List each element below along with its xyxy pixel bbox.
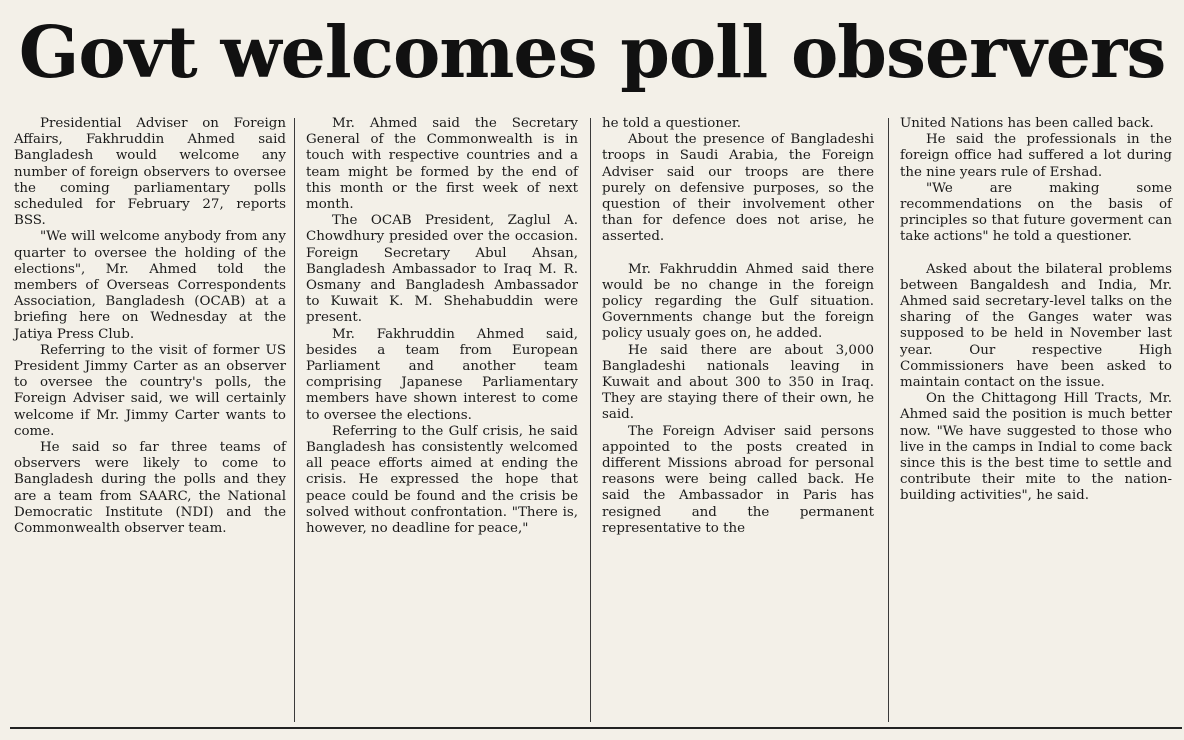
paragraph: He said so far three teams of observers were likely to come to Bangladesh during the polls and they are a team from SAARC, the National Democratic Institute (NDI) and the Commonwealth observer team. <box>14 440 286 537</box>
paragraph: he told a questioner. <box>602 116 742 131</box>
paragraph: The OCAB President, Zaglul A. Chowdhury presided over the occasion. Foreign Secretary Abul Ahsan, Bangladesh Ambassador to Iraq M. R. Osmany and Bangladesh Ambassador to Kuwait K. M. Shehabuddin were present. <box>306 213 578 326</box>
paragraph: The Foreign Adviser said persons appointed to the posts created in different Missions abroad for personal reasons were being called back. He said the Ambassador in Paris has resigned and the permanent representative to the <box>602 423 874 536</box>
paragraph: Referring to the Gulf crisis, he said Bangladesh has consistently welcomed all peace efforts aimed at ending the crisis. He expressed the hope that peace could be found and the crisis be solved without confrontation. "There is, however, no deadline for peace," <box>306 423 578 537</box>
article-column-4 <box>900 116 1172 505</box>
paragraph: Referring to the visit of former US President Jimmy Carter as an observer to oversee the country's polls, the Foreign Adviser said, we will certainly welcome if Mr. Jimmy Carter wants to come. <box>14 342 286 439</box>
column-divider <box>590 118 591 722</box>
paragraph: Mr. Ahmed said the Secretary General of the Commonwealth is in touch with respective countries and a team might be formed by the end of this month or the first week of next month. <box>306 116 578 213</box>
paragraph: He said there are about 3,000 Bangladeshi nationals leaving in Kuwait and about 300 to 350 in Iraq. They are staying there of their own, he said. <box>602 342 874 423</box>
article-column-1 <box>14 116 286 537</box>
paragraph: United Nations has been called back. <box>900 116 1154 131</box>
paragraph: About the presence of Bangladeshi troops in Saudi Arabia, the Foreign Adviser said our troops are there purely on defensive purposes, so the question of their involvement other than for defence does not arise, he asserted. <box>602 132 874 245</box>
article-column-3 <box>602 116 874 537</box>
column-divider <box>294 118 295 722</box>
bottom-rule <box>10 727 1182 729</box>
paragraph: On the Chittagong Hill Tracts, Mr. Ahmed said the position is much better now. "We have suggested to those who live in the camps in Indial to come back since this is the best time to settle and contribute their mite to the nation-building activities", he said. <box>900 391 1172 504</box>
article-column-2 <box>306 116 578 537</box>
paragraph: Mr. Fakhruddin Ahmed said there would be no change in the foreign policy regarding the Gulf situation. Governments change but the foreign policy usualy goes on, he added. <box>602 261 874 342</box>
paragraph: Presidential Adviser on Foreign Affairs, Fakhruddin Ahmed said Bangladesh would welcome any number of foreign observers to oversee the coming parliamentary polls scheduled for February 27, reports BSS. <box>14 116 286 229</box>
headline: Govt welcomes poll observers <box>18 10 1166 94</box>
paragraph: "We are making some recommendations on the basis of principles so that future goverment can take actions" he told a questioner. <box>900 180 1172 245</box>
column-divider <box>888 118 889 722</box>
paragraph: Asked about the bilateral problems between Bangaldesh and India, Mr. Ahmed said secretary-level talks on the sharing of the Ganges water was supposed to be held in November last year. Our respective High Commissioners have been asked to maintain contact on the issue. <box>900 261 1172 391</box>
paragraph: "We will welcome anybody from any quarter to oversee the holding of the elections", Mr. Ahmed told the members of Overseas Correspondents Association, Bangladesh (OCAB) at a briefing here on Wednesday at the Jatiya Press Club. <box>14 229 286 342</box>
paragraph: He said the professionals in the foreign office had suffered a lot during the nine years rule of Ershad. <box>900 132 1172 180</box>
paragraph: Mr. Fakhruddin Ahmed said, besides a team from European Parliament and another team comprising Japanese Parliamentary members have shown interest to come to oversee the elections. <box>306 326 578 423</box>
